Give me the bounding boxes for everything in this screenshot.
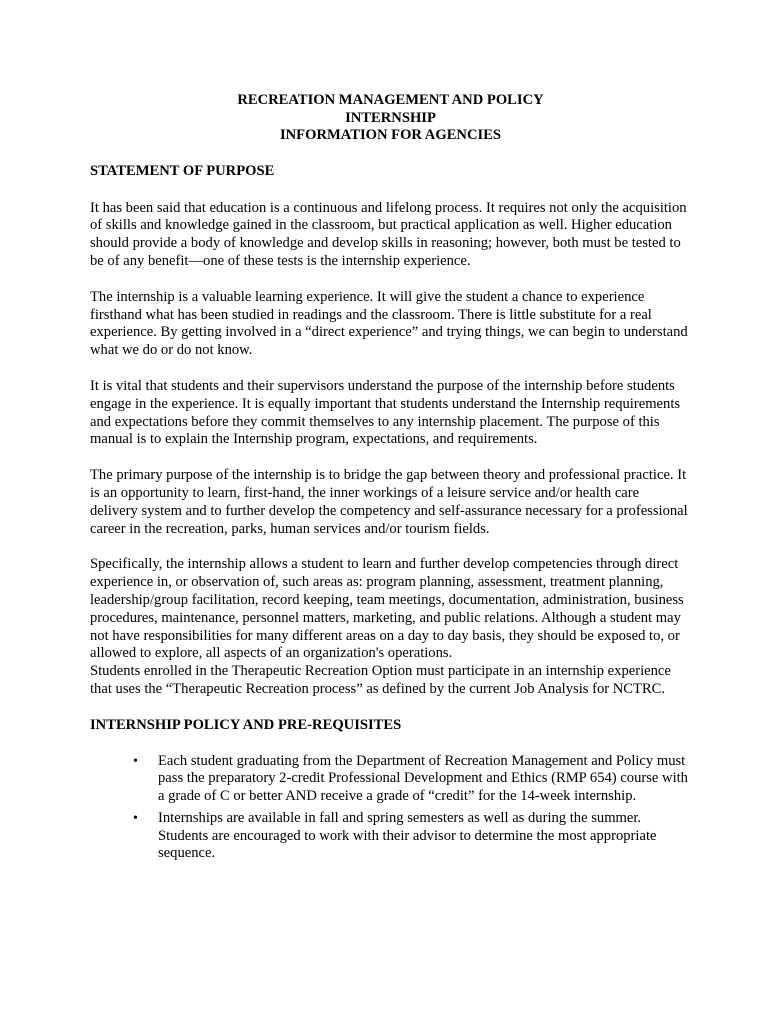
document-title (90, 92, 690, 145)
bullet-text-semester-availability: Internships are available in fall and spring semesters as well as during the summer. Students are encouraged to work with their advisor to determine the most appropriate sequence. (158, 809, 657, 862)
policy-bullet-list (90, 753, 690, 864)
document-page (90, 92, 690, 867)
policy-prerequisites-heading: INTERNSHIP POLICY AND PRE-REQUISITES (90, 716, 402, 733)
title-line-2: INTERNSHIP (345, 109, 436, 126)
list-item (90, 753, 690, 806)
paragraph-competencies: Specifically, the internship allows a student to learn and further develop competencies through direct experience in, or observation of, such areas as: program planning, assessment, treatment planning, leadership/group facilitation, record keeping, team meetings, documentation, administration, business procedures, maintenance, personnel matters, marketing, and public relations. Although a student may not have responsibilities for many different areas on a day to day basis, they should be exposed to, or allowed to explore, all aspects of an organization's operations. (90, 556, 684, 662)
paragraph-learning-experience: The internship is a valuable learning experience. It will give the student a chance to experience firsthand what has been studied in readings and the classroom. There is little substitute for a real experience. By getting involved in a “direct experience” and trying things, we can begin to understand what we do or do not know. (90, 288, 688, 359)
list-item (90, 810, 690, 863)
bullet-icon: • (133, 810, 138, 826)
paragraph-therapeutic-recreation: Students enrolled in the Therapeutic Recreation Option must participate in an internship experience that uses the “Therapeutic Recreation process” as defined by the current Job Analysis for NCTRC. (90, 663, 671, 697)
paragraph-education: It has been said that education is a continuous and lifelong process. It requires not only the acquisition of skills and knowledge gained in the classroom, but practical application as well. Higher education should provide a body of knowledge and develop skills in reasoning; however, both must be tested to be of any benefit—one of these tests is the internship experience. (90, 199, 687, 269)
paragraph-primary-purpose: The primary purpose of the internship is to bridge the gap between theory and professional practice. It is an opportunity to learn, first-hand, the inner workings of a leisure service and/or health care delivery system and to further develop the competency and self-assurance necessary for a professional career in the recreation, parks, human services and/or tourism fields. (90, 467, 688, 537)
statement-of-purpose-heading: STATEMENT OF PURPOSE (90, 162, 275, 179)
bullet-icon: • (133, 753, 138, 769)
title-line-3: INFORMATION FOR AGENCIES (279, 127, 502, 144)
bullet-text-graduation-requirement: Each student graduating from the Department of Recreation Management and Policy must pass the preparatory 2-credit Professional Development and Ethics (RMP 654) course with a grade of C or better AND receive a grade of “credit” for the 14-week internship. (158, 752, 688, 805)
title-line-1: RECREATION MANAGEMENT AND POLICY (237, 92, 544, 108)
paragraph-purpose-understanding: It is vital that students and their supervisors understand the purpose of the internship before students engage in the experience. It is equally important that students understand the Internship requirements and expectations before they commit themselves to any internship placement. The purpose of this manual is to explain the Internship program, expectations, and requirements. (90, 377, 681, 448)
